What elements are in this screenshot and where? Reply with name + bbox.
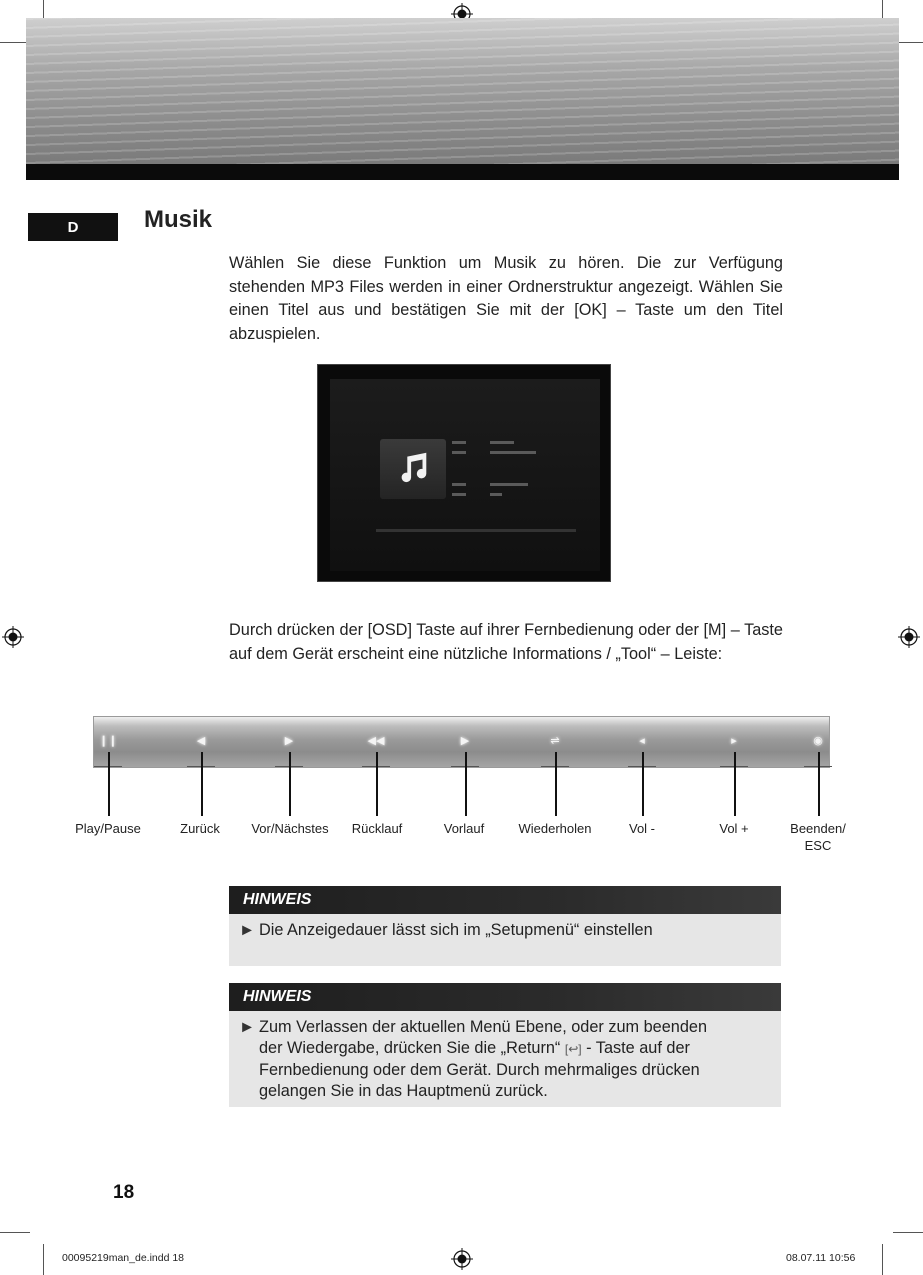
repeat-icon[interactable]: ⇌ xyxy=(550,735,560,747)
registration-mark-bottom-icon xyxy=(451,1248,473,1270)
language-tag: D xyxy=(28,213,118,241)
screenshot-row xyxy=(452,451,466,454)
hint-text: Fernbedienung oder dem Gerät. Durch mehrmaliges drücken xyxy=(259,1061,700,1079)
return-key-icon: [↩] xyxy=(564,1042,582,1056)
crop-mark-bottom-right xyxy=(882,1244,883,1275)
fast-forward-icon[interactable]: ▶ xyxy=(460,735,470,747)
hint-header xyxy=(229,886,781,914)
toolbar-label-text: Wiederholen xyxy=(518,821,592,836)
callout-line xyxy=(201,752,203,816)
bullet-icon: ► xyxy=(239,1018,256,1036)
next-icon[interactable]: ▶ xyxy=(284,735,294,747)
hint-text: Zum Verlassen der aktuellen Menü Ebene, oder zum beenden xyxy=(259,1018,708,1036)
header-water-band xyxy=(26,18,899,164)
hint-text: der Wiedergabe, drücken Sie die „Return“ xyxy=(259,1039,561,1057)
toolbar-label xyxy=(505,820,605,837)
toolbar-label xyxy=(778,820,858,854)
callout-line xyxy=(818,752,820,816)
screenshot-panel xyxy=(330,379,600,571)
callout-line xyxy=(465,752,467,816)
crop-mark-left-bottom xyxy=(0,1232,30,1233)
header-black-bar xyxy=(26,164,899,180)
toolbar-label-text: Vol - xyxy=(628,821,655,836)
toolbar-label-text: Vorlauf xyxy=(443,821,485,836)
screenshot-row xyxy=(452,441,466,444)
screenshot-row xyxy=(452,493,466,496)
toolbar-label-text: ESC xyxy=(804,838,832,853)
callout-line xyxy=(289,752,291,816)
screenshot-row xyxy=(452,483,466,486)
music-tile xyxy=(380,439,446,499)
registration-mark-left-icon xyxy=(2,626,24,648)
screenshot-row xyxy=(490,451,536,454)
hint-box xyxy=(229,914,781,966)
hint-text: - Taste auf der xyxy=(586,1039,690,1057)
toolbar-label-text: Vol + xyxy=(719,821,749,836)
screenshot-row xyxy=(490,493,502,496)
previous-icon[interactable]: ◀ xyxy=(196,735,206,747)
crop-mark-bottom-left xyxy=(43,1244,44,1275)
toolbar-label-text: Vor/Nächstes xyxy=(251,821,329,836)
bullet-icon: ► xyxy=(239,921,256,939)
play-pause-icon[interactable]: ❙❙ xyxy=(99,735,118,747)
hint-text: Die Anzeigedauer lässt sich im „Setupmenü“ einstellen xyxy=(259,921,653,939)
hint-title: HINWEIS xyxy=(243,891,312,908)
toolbar-label xyxy=(165,820,235,837)
callout-line xyxy=(108,752,110,816)
toolbar-label xyxy=(429,820,499,837)
toolbar-label-text: Rücklauf xyxy=(351,821,403,836)
toolbar-label-text: Zurück xyxy=(180,821,220,836)
screenshot-row xyxy=(490,483,528,486)
hint-text: gelangen Sie in das Hauptmenü zurück. xyxy=(259,1082,548,1100)
crop-mark-right-bottom xyxy=(893,1232,923,1233)
hint-title: HINWEIS xyxy=(243,988,312,1005)
rewind-icon[interactable]: ◀◀ xyxy=(367,735,385,747)
registration-mark-right-icon xyxy=(898,626,920,648)
callout-line xyxy=(642,752,644,816)
hint-header xyxy=(229,983,781,1011)
toolbar-label xyxy=(63,820,153,837)
toolbar-label xyxy=(612,820,672,837)
footer-timestamp: 08.07.11 10:56 xyxy=(786,1252,856,1264)
section-title: Musik xyxy=(144,206,213,233)
screenshot-progress xyxy=(376,529,576,532)
music-menu-screenshot xyxy=(317,364,611,582)
intro-paragraph: Wählen Sie diese Funktion um Musik zu hören. Die zur Verfügung stehenden MP3 Files werden in einer Ordnerstruktur angezeigt. Wählen Sie einen Titel aus und bestätigen Sie mit der [OK] – Taste um den Titel abzuspielen. xyxy=(229,254,783,343)
toolbar-label xyxy=(337,820,417,837)
toolbar-label-text: Play/Pause xyxy=(75,821,141,836)
osd-paragraph: Durch drücken der [OSD] Taste auf ihrer Fernbedienung oder der [M] – Taste auf dem Gerät erscheint eine nützliche Informations / „Tool“ – Leiste: xyxy=(229,621,783,663)
toolbar-label-text: Beenden/ xyxy=(790,821,846,836)
music-note-icon xyxy=(394,449,432,487)
footer-file-name: 00095219man_de.indd 18 xyxy=(62,1252,185,1264)
callout-line xyxy=(734,752,736,816)
page-number: 18 xyxy=(113,1182,135,1203)
toolbar-label xyxy=(704,820,764,837)
volume-up-icon[interactable]: ▸ xyxy=(731,735,737,747)
screenshot-row xyxy=(490,441,514,444)
callout-line xyxy=(555,752,557,816)
volume-down-icon[interactable]: ◂ xyxy=(639,735,645,747)
callout-line xyxy=(376,752,378,816)
exit-icon[interactable]: ◉ xyxy=(813,735,823,747)
hint-box xyxy=(229,1011,781,1107)
toolbar-label xyxy=(240,820,340,837)
